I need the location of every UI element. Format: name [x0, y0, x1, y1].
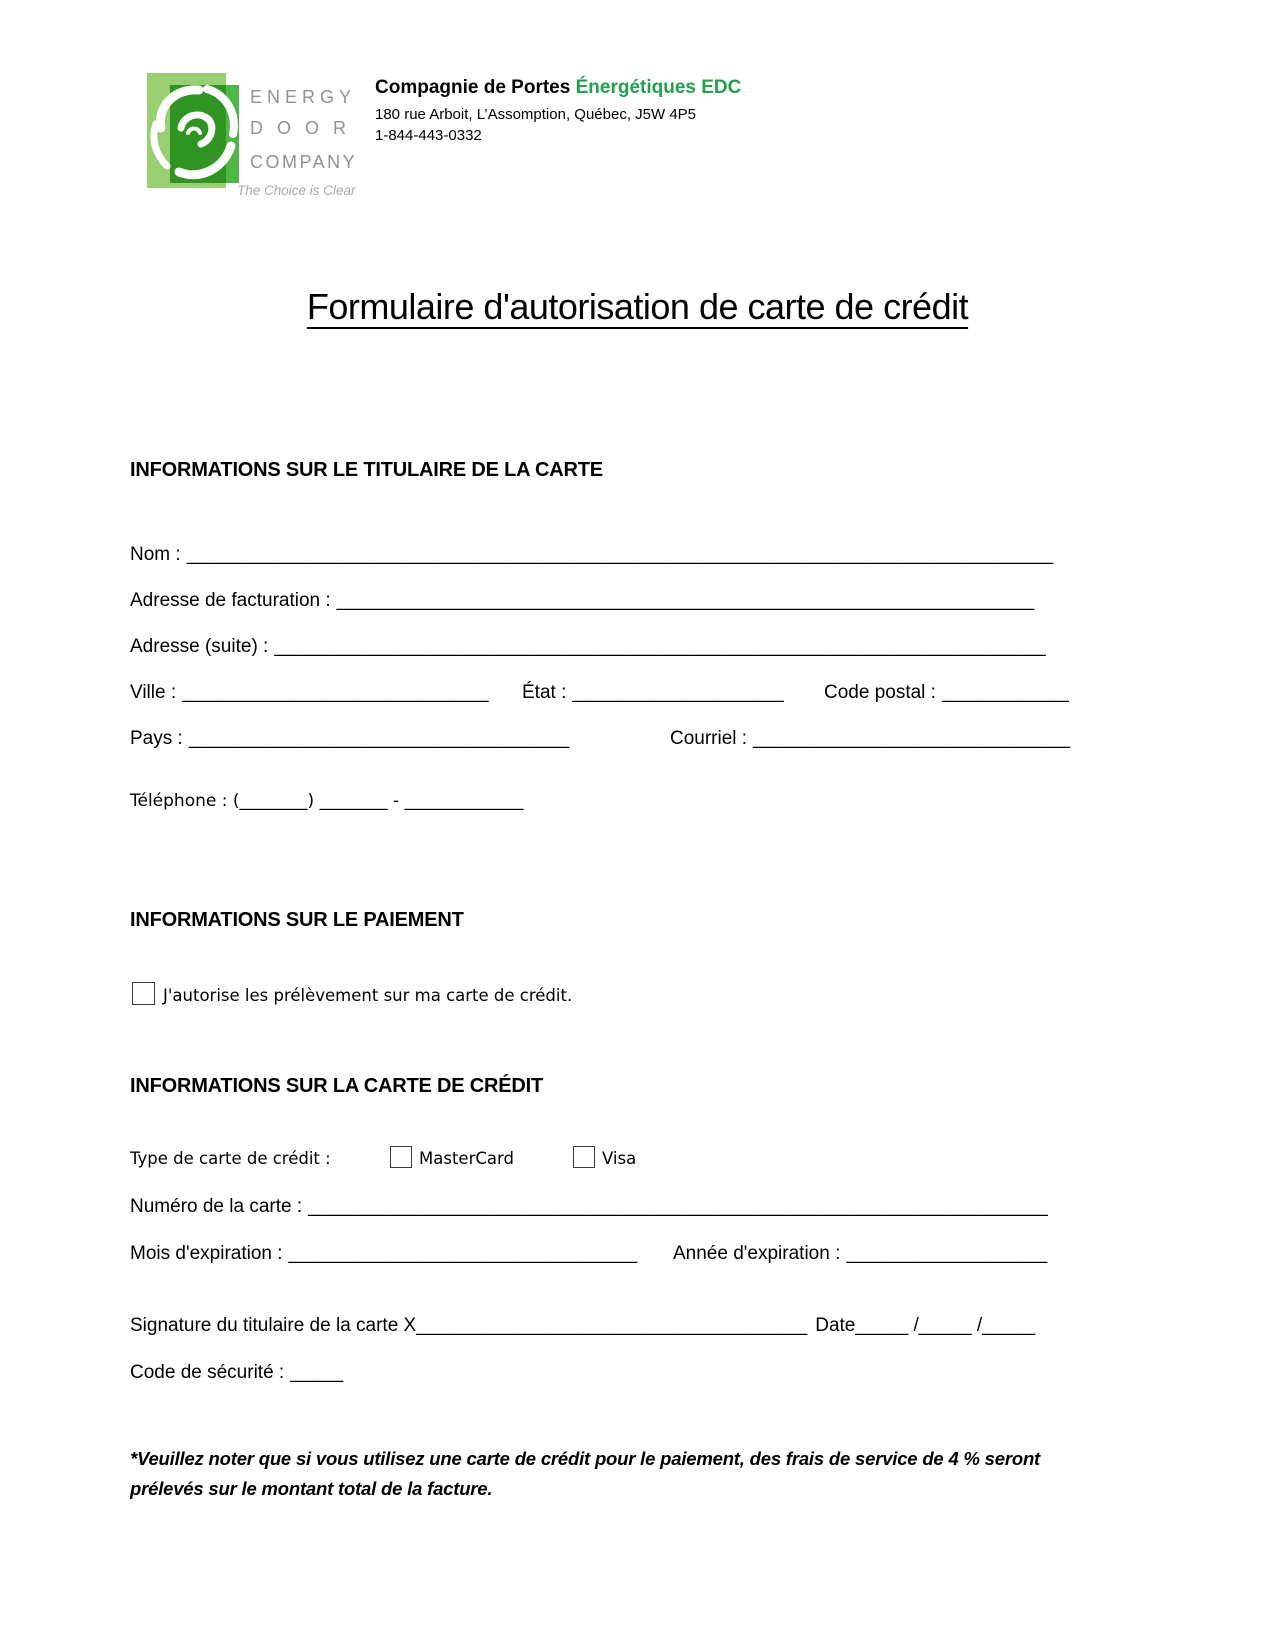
etat-label: État : [522, 682, 567, 703]
nom-row [0, 542, 1275, 570]
logo-word-door: DOOR [250, 118, 360, 138]
signature-label: Signature du titulaire de la carte X [130, 1315, 417, 1336]
section-card-heading: INFORMATIONS SUR LA CARTE DE CRÉDIT [130, 1075, 543, 1097]
numero-carte-row [0, 1194, 1275, 1222]
adresse-facturation-label: Adresse de facturation : [130, 590, 331, 611]
adresse-suite-row [0, 634, 1275, 662]
telephone-area-line[interactable]: ________ [239, 791, 308, 811]
ville-etat-cp-row [0, 680, 1275, 708]
service-fee-note-line2: prélevés sur le montant total de la facture. [130, 1478, 493, 1499]
etat-line[interactable]: ____________________ [572, 682, 784, 703]
telephone-prefix-line[interactable]: ________ [319, 791, 388, 811]
courriel-line[interactable]: ______________________________ [753, 728, 1071, 749]
logo-tagline: The Choice is Clear [237, 183, 356, 198]
company-address: 180 rue Arboit, L’Assomption, Québec, J5W 4P5 [375, 106, 697, 123]
numero-carte-label: Numéro de la carte : [130, 1196, 303, 1217]
adresse-facturation-row [0, 588, 1275, 616]
annee-expiration-label: Année d'expiration : [673, 1243, 841, 1264]
numero-carte-line[interactable]: ______________________________________________________________________ [308, 1196, 1048, 1217]
date-separator-1: / [908, 1315, 919, 1336]
visa-label: Visa [602, 1149, 637, 1168]
authorize-checkbox[interactable] [132, 982, 155, 1005]
adresse-facturation-line[interactable]: __________________________________________________________________ [336, 590, 1035, 611]
visa-checkbox[interactable] [573, 1146, 595, 1168]
company-name [375, 76, 741, 100]
logo-word-company: COMPANY [250, 152, 358, 172]
card-type-label: Type de carte de crédit : [130, 1149, 331, 1168]
pays-label: Pays : [130, 728, 183, 749]
telephone-paren-close: ) [307, 791, 320, 811]
code-postal-label: Code postal : [824, 682, 936, 703]
company-phone: 1-844-443-0332 [375, 127, 482, 144]
code-securite-line[interactable]: _____ [290, 1362, 344, 1383]
logo-word-energy: ENERGY [250, 87, 357, 107]
company-name-black: Compagnie de Portes [375, 77, 576, 98]
date-year-line[interactable]: _____ [982, 1315, 1036, 1336]
nom-label: Nom : [130, 544, 181, 565]
date-label: Date [815, 1315, 856, 1336]
form-title-text: Formulaire d'autorisation de carte de crédit [306, 286, 969, 327]
telephone-number-line[interactable]: ______________ [404, 791, 524, 811]
code-securite-label: Code de sécurité : [130, 1362, 285, 1383]
form-title [0, 284, 1275, 330]
nom-line[interactable]: __________________________________________________________________________________ [186, 544, 1054, 565]
service-fee-note-line1: *Veuillez noter que si vous utilisez une carte de crédit pour le paiement, des frais de service de 4 % seront [130, 1448, 1041, 1469]
pays-line[interactable]: ____________________________________ [188, 728, 570, 749]
adresse-suite-line[interactable]: _________________________________________________________________________ [274, 636, 1046, 657]
date-month-line[interactable]: _____ [918, 1315, 972, 1336]
logo-swirl-icon [143, 78, 243, 184]
expiration-row [0, 1241, 1275, 1269]
section-cardholder-heading: INFORMATIONS SUR LE TITULAIRE DE LA CARTE [130, 459, 603, 481]
telephone-dash: - [387, 791, 405, 811]
telephone-row [0, 788, 1275, 816]
adresse-suite-label: Adresse (suite) : [130, 636, 269, 657]
mois-expiration-label: Mois d'expiration : [130, 1243, 283, 1264]
ville-line[interactable]: _____________________________ [182, 682, 489, 703]
card-type-row [0, 1146, 1275, 1174]
date-day-line[interactable]: _____ [855, 1315, 909, 1336]
company-name-green: Énergétiques EDC [575, 77, 742, 98]
authorize-label: J'autorise les prélèvement sur ma carte de crédit. [163, 986, 573, 1005]
signature-line[interactable]: _____________________________________ [416, 1315, 808, 1336]
signature-date-row [0, 1313, 1275, 1341]
telephone-label: Téléphone : ( [130, 791, 240, 811]
pays-courriel-row [0, 726, 1275, 754]
mastercard-checkbox[interactable] [390, 1146, 412, 1168]
code-postal-line[interactable]: ____________ [941, 682, 1069, 703]
energy-door-logo [140, 64, 375, 202]
authorize-row [0, 982, 1275, 1010]
ville-label: Ville : [130, 682, 177, 703]
code-securite-row [0, 1360, 1275, 1388]
mois-expiration-line[interactable]: _________________________________ [288, 1243, 638, 1264]
annee-expiration-line[interactable]: ___________________ [846, 1243, 1048, 1264]
section-payment-heading: INFORMATIONS SUR LE PAIEMENT [130, 909, 464, 931]
date-separator-2: / [971, 1315, 983, 1336]
mastercard-label: MasterCard [419, 1149, 514, 1168]
courriel-label: Courriel : [670, 728, 748, 749]
